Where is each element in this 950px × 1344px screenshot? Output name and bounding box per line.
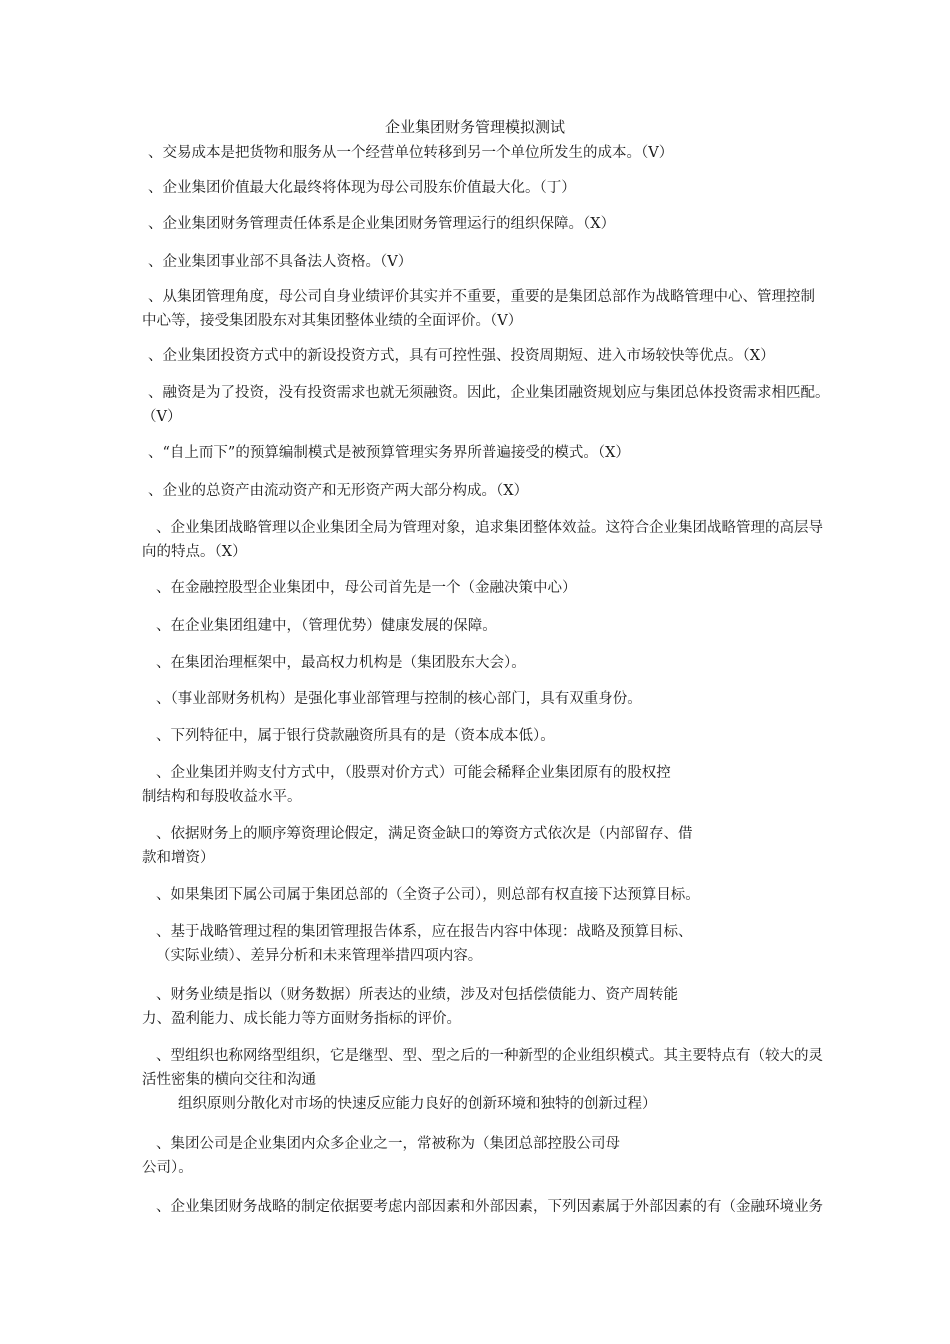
paragraph-line: 向的特点。（X） [142,544,247,560]
paragraph-line: 、依据财务上的顺序筹资理论假定，满足资金缺口的筹资方式依次是（内部留存、借 [156,826,693,842]
document-title: 企业集团财务管理模拟测试 [384,118,565,136]
paragraph-line: 中心等，接受集团股东对其集团整体业绩的全面评价。（V） [142,313,523,329]
paragraph-line: 、企业集团战略管理以企业集团全局为管理对象，追求集团整体效益。这符合企业集团战略管理的高层导 [156,520,823,536]
paragraph-18 [142,883,948,907]
paragraph-line: 、基于战略管理过程的集团管理报告体系，应在报告内容中体现：战略及预算目标、 [156,924,693,940]
paragraph-21 [142,1044,948,1116]
paragraph-line: 、在企业集团组建中，（管理优势）健康发展的保障。 [156,618,497,634]
paragraph-23 [142,1195,948,1219]
paragraph-line: 、集团公司是企业集团内众多企业之一，常被称为（集团总部控股公司母 [156,1136,620,1152]
paragraph-5 [142,285,948,333]
paragraph-13 [142,651,948,675]
paragraph-line: 、财务业绩是指以（财务数据）所表达的业绩，涉及对包括偿债能力、资产周转能 [156,987,678,1003]
paragraph-line: （V） [142,409,182,425]
paragraph-line: 、企业集团事业部不具备法人资格。（V） [148,254,413,270]
paragraph-12 [142,614,948,638]
paragraph-7 [142,381,948,429]
paragraph-line: 组织原则分散化对市场的快速反应能力良好的创新环境和独特的创新过程） [178,1096,657,1112]
paragraph-14 [142,687,948,711]
paragraph-22 [142,1132,948,1180]
paragraph-16 [142,761,948,809]
paragraph-line: 、企业集团投资方式中的新设投资方式，具有可控性强、投资周期短、进入市场较快等优点。（X） [148,348,775,364]
paragraph-line: 、如果集团下属公司属于集团总部的（全资子公司），则总部有权直接下达预算目标。 [156,887,700,903]
paragraph-line: 款和增资） [142,850,215,866]
paragraph-line: 、下列特征中，属于银行贷款融资所具有的是（资本成本低）。 [156,728,555,744]
paragraph-line: 制结构和每股收益水平。 [142,789,302,805]
paragraph-8 [142,441,948,465]
paragraph-10 [142,516,948,564]
paragraph-line: 、企业集团价值最大化最终将体现为母公司股东价值最大化。（丁） [148,180,576,196]
paragraph-line: 、从集团管理角度，母公司自身业绩评价其实并不重要，重要的是集团总部作为战略管理中心、管理控制 [148,289,815,305]
paragraph-19 [142,920,948,968]
paragraph-3 [142,212,948,236]
paragraph-4 [142,250,948,274]
paragraph-1 [142,141,948,165]
paragraph-11 [142,576,948,600]
paragraph-20 [142,983,948,1031]
paragraph-line: 、企业集团财务管理责任体系是企业集团财务管理运行的组织保障。（X） [148,216,616,232]
paragraph-line: （实际业绩）、差异分析和未来管理举措四项内容。 [156,948,483,964]
paragraph-line: 、企业集团并购支付方式中，（股票对价方式）可能会稀释企业集团原有的股权控 [156,765,671,781]
paragraph-line: 、交易成本是把货物和服务从一个经营单位转移到另一个单位所发生的成本。（V） [148,145,674,161]
paragraph-line: 、融资是为了投资，没有投资需求也就无须融资。因此，企业集团融资规划应与集团总体投资需求相匹配。 [148,385,830,401]
paragraph-line: 、企业集团财务战略的制定依据要考虑内部因素和外部因素，下列因素属于外部因素的有（金融环境业务 [156,1199,823,1215]
paragraph-line: 、“自上而下”的预算编制模式是被预算管理实务界所普遍接受的模式。（X） [148,445,630,461]
paragraph-17 [142,822,948,870]
paragraph-line: 、在集团治理框架中，最高权力机构是（集团股东大会）。 [156,655,526,671]
paragraph-line: 活性密集的横向交往和沟通 [142,1072,316,1088]
paragraph-15 [142,724,948,748]
paragraph-line: 、型组织也称网络型组织，它是继型、型、型之后的一种新型的企业组织模式。其主要特点有（较大的灵 [156,1048,823,1064]
paragraph-6 [142,344,948,368]
paragraph-2 [142,176,948,200]
paragraph-line: 公司）。 [142,1160,193,1176]
paragraph-line: 、企业的总资产由流动资产和无形资产两大部分构成。（X） [148,483,529,499]
paragraph-9 [142,479,948,503]
paragraph-line: 力、盈利能力、成长能力等方面财务指标的评价。 [142,1011,461,1027]
paragraph-line: 、在金融控股型企业集团中，母公司首先是一个（金融决策中心） [156,580,577,596]
paragraph-line: 、（事业部财务机构）是强化事业部管理与控制的核心部门，具有双重身份。 [156,691,642,707]
